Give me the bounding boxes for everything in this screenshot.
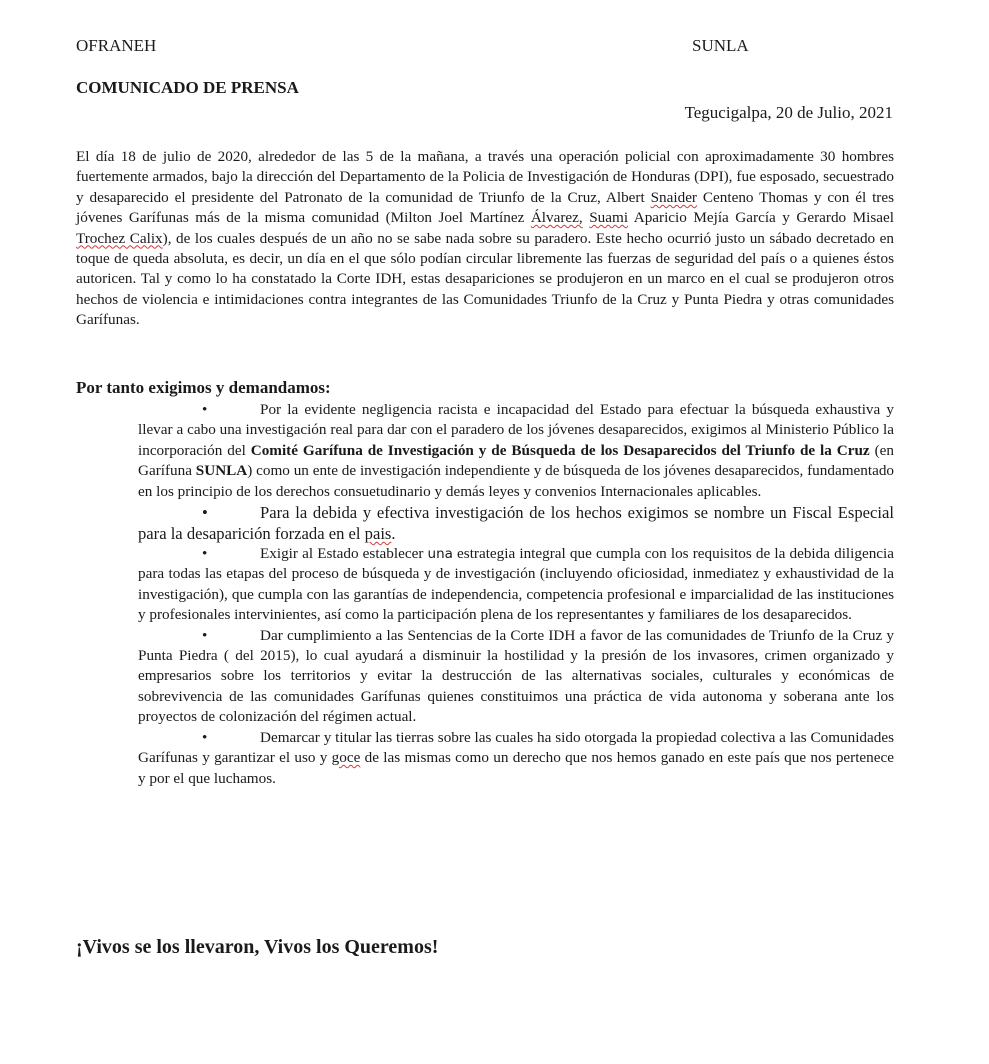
demand-text: (en Garífuna xyxy=(138,441,894,480)
spellcheck-word: Snaider xyxy=(650,188,697,206)
bullet-icon: • xyxy=(202,545,208,563)
spellcheck-word: goce xyxy=(331,749,361,767)
closing-slogan: ¡Vivos se los llevaron, Vivos los Queremos! xyxy=(76,936,439,958)
org-name-sunla: SUNLA xyxy=(692,36,749,55)
demand-item xyxy=(138,728,894,789)
demand-bold-text: Comité Garífuna de Investigación y de Búsqueda de los Desaparecidos del Triunfo de la Cruz xyxy=(250,441,870,459)
demand-text: Dar cumplimiento a las Sentencias de la Corte IDH a favor de las comunidades de Triunfo de la Cruz y Punta Piedra ( del 2015), lo cual ayudará a disminuir la hostilidad y la presión de los invasores, crimen organizado y empresarios sobre los territorios y evitar la destrucción de las alternativas sociales, culturales y económicas de sobrevivencia de las comunidades Garífunas quienes constituimos una práctica de vida autonoma y soberana ante los proyectos de colonización del régimen actual. xyxy=(138,626,894,726)
spellcheck-word: pais xyxy=(364,524,392,544)
demands-heading: Por tanto exigimos y demandamos: xyxy=(76,378,331,397)
spellcheck-word: Suami xyxy=(589,209,629,227)
spellcheck-word: Trochez Calix xyxy=(76,229,163,247)
intro-text: Centeno Thomas y con él tres jóvenes Garífunas más de la misma comunidad (Milton Joel Martínez xyxy=(76,188,895,227)
bullet-icon: • xyxy=(202,503,208,523)
intro-text: ), de los cuales después de un año no se sabe nada sobre su paradero. Este hecho ocurrió justo un sábado decretado en toque de queda absoluta, es decir, un día en el que sólo podían circular libremente las fuerzas de seguridad del país o a quienes éstos autoricen. Tal y como lo ha constatado la Corte IDH, estas desapariciones se produjeron en un marco en el cual se produjeron otros hechos de violencia e intimidaciones contra integrantes de las Comunidades Triunfo de la Cruz y Punta Piedra y otras comunidades Garífunas. xyxy=(76,229,894,329)
demand-item xyxy=(138,400,894,502)
bullet-icon: • xyxy=(202,401,208,418)
demand-item xyxy=(138,626,894,728)
demand-text: Para la debida y efectiva investigación de los hechos exigimos se nombre un Fiscal Especial para la desaparición forzada en el xyxy=(138,503,894,544)
demand-item xyxy=(138,544,894,626)
spellcheck-word: Álvarez, xyxy=(530,209,583,227)
document-title: COMUNICADO DE PRENSA xyxy=(76,78,299,97)
demand-text: Demarcar y titular las tierras sobre las cuales ha sido otorgada la propiedad colectiva a las Comunidades Garífunas y garantizar el uso y xyxy=(138,728,894,767)
dateline: Tegucigalpa, 20 de Julio, 2021 xyxy=(684,103,893,122)
demand-text: de las mismas como un derecho que nos hemos ganado en este país que nos pertenece y por el que luchamos. xyxy=(138,749,894,787)
demand-bold-text: SUNLA xyxy=(195,462,248,480)
demand-text: Por la evidente negligencia racista e incapacidad del Estado para efectuar la búsqueda exhaustiva y llevar a cabo una investigación real para dar con el paradero de los jóvenes desaparecidos, exigimos al Ministerio Público la incorporación del xyxy=(138,401,894,459)
demand-text: estrategia integral que cumpla con los requisitos de la debida diligencia para todas las etapas del proceso de búsqueda y de investigación (incluyendo oficiosidad, inmediatez y exhaustividad de la investigación), que cumpla con las garantías de independencia, competencia profesional e imparcialidad de las instituciones y profesionales intervinientes, así como la participación plena de los representantes y familiares de los desaparecidos. xyxy=(138,545,894,624)
intro-paragraph xyxy=(76,147,894,331)
bullet-icon: • xyxy=(202,728,208,746)
demand-text: . xyxy=(391,524,396,544)
bullet-icon: • xyxy=(202,626,208,644)
org-name-ofraneh: OFRANEH xyxy=(76,36,157,55)
demand-text: ) como un ente de investigación independiente y de búsqueda de los jóvenes desaparecidos, fundamentado en los principio de los derechos consuetudinario y demás leyes y convenios Internacionales aplicables. xyxy=(138,462,895,500)
demand-text-alt-font: una xyxy=(427,546,453,563)
demand-item xyxy=(138,502,894,544)
demands-list xyxy=(138,400,894,789)
intro-text: El día 18 de julio de 2020, alrededor de las 5 de la mañana, a través una operación policial con aproximadamente 30 hombres fuertemente armados, bajo la dirección del Departamento de la Policia de Investigación de Honduras (DPI), fue esposado, secuestrado y desaparecido el presidente del Patronato de la comunidad de Triunfo de la Cruz, Albert xyxy=(76,148,894,206)
demand-text: Exigir al Estado establecer xyxy=(260,545,428,563)
intro-text: Aparicio Mejía García y Gerardo Misael xyxy=(628,209,894,227)
